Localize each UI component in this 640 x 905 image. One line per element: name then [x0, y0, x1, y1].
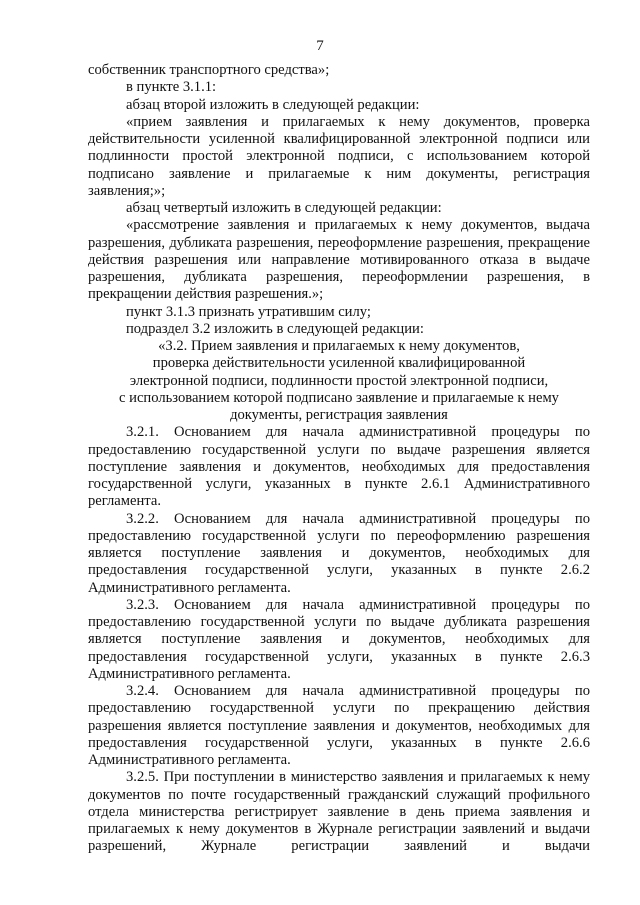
- section-heading: [88, 338, 590, 424]
- heading-line: с использованием которой подписано заявление и прилагаемые к нему: [119, 389, 559, 406]
- text-line: в пункте 3.1.1:: [126, 79, 217, 96]
- document-body: [88, 62, 590, 856]
- text-line: абзац второй изложить в следующей редакции:: [126, 96, 420, 113]
- paragraph-3-2-5: 3.2.5. При поступлении в министерство заявления и прилагаемых к нему документов по почте государственный гражданский служащий профильного отдела министерства регистрирует заявление в день приема заявления и прилагаемых к нему документов в Журнале регистрации заявлений и выдачи разрешений, Журнале регистрации заявлений и выдачи: [88, 769, 590, 855]
- text-line: пункт 3.1.3 признать утратившим силу;: [126, 303, 371, 320]
- paragraph: «прием заявления и прилагаемых к нему документов, проверка действительности усиленной квалифицированной электронной подписи или подлинности простой электронной подписи, с использованием которой подписано заявление и прилагаемые к ним документы, регистрация заявления;»;: [88, 113, 590, 199]
- heading-line: электронной подписи, подлинности простой электронной подписи,: [129, 372, 549, 389]
- text-line: абзац четвертый изложить в следующей редакции:: [126, 200, 442, 216]
- heading-line: документы, регистрация заявления: [230, 407, 448, 423]
- page-number: 7: [316, 38, 324, 54]
- text-line: собственник транспортного средства»;: [88, 62, 330, 78]
- paragraph-3-2-3: 3.2.3. Основанием для начала административной процедуры по предоставлению государственной услуги по выдаче дубликата разрешения является поступление заявления и документов, необходимых для предоставления государственной услуги, указанных в пункте 2.6.3 Административного регламента.: [88, 596, 590, 682]
- heading-line: «3.2. Прием заявления и прилагаемых к нему документов,: [158, 338, 520, 354]
- paragraph-3-2-2: 3.2.2. Основанием для начала административной процедуры по предоставлению государственной услуги по переоформлению разрешения является поступление заявления и документов, необходимых для предоставления государственной услуги, указанных в пункте 2.6.2 Административного регламента.: [88, 510, 590, 596]
- text-line: подраздел 3.2 изложить в следующей редакции:: [126, 320, 424, 337]
- paragraph-3-2-1: 3.2.1. Основанием для начала административной процедуры по предоставлению государственной услуги по выдаче разрешения является поступление заявления и документов, необходимых для предоставления государственной услуги, указанных в пункте 2.6.1 Административного регламента.: [88, 424, 590, 510]
- heading-line: проверка действительности усиленной квалифицированной: [152, 355, 526, 372]
- paragraph-3-2-4: 3.2.4. Основанием для начала административной процедуры по предоставлению государственной услуги по прекращению действия разрешения является поступление заявления и документов, необходимых для предоставления государственной услуги, указанных в пункте 2.6.6 Административного регламента.: [88, 683, 590, 768]
- paragraph: «рассмотрение заявления и прилагаемых к нему документов, выдача разрешения, дубликата разрешения, переоформление разрешения, прекращение действия разрешения или направление мотивированного отказа в выдаче разрешения, дубликата разрешения, переоформлении разрешения, в прекращении действия разрешения.»;: [88, 217, 590, 303]
